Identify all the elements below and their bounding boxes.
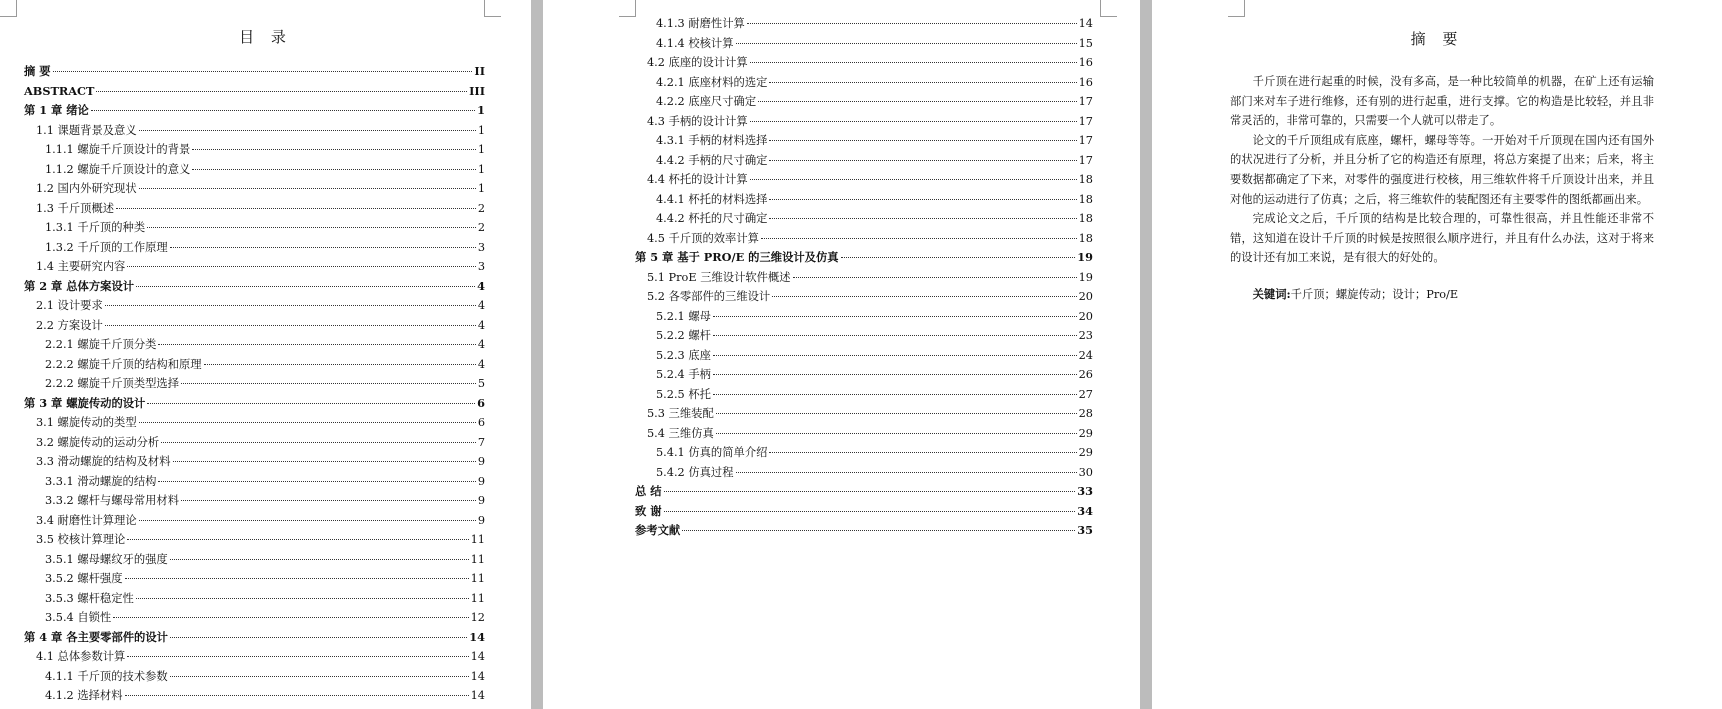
toc-leader-dots — [127, 539, 468, 540]
toc-entry-page: 1 — [477, 143, 485, 156]
toc-leader-dots — [750, 121, 1077, 122]
document-page-1 — [0, 0, 531, 709]
toc-entry-page: 6 — [477, 416, 485, 429]
toc-entry-title: 5.4 三维仿真 — [647, 426, 714, 440]
toc-entry-page: 9 — [477, 494, 485, 507]
toc-leader-dots — [713, 335, 1077, 336]
toc-entry-title: 5.4.1 仿真的简单介绍 — [656, 446, 768, 459]
abstract-paragraph: 完成论文之后，千斤顶的结构是比较合理的，可靠性很高，并且性能还非常不错，这知道在设计千斤顶的时候是按照很么顺序进行，并且有什么办法，这对于将来的设计还有加工来说，是有很大的好处的。 — [1230, 212, 1654, 265]
toc-entry-title: 致 谢 — [635, 503, 662, 518]
toc-entry[interactable] — [635, 73, 1093, 93]
toc-entry-page: 18 — [1078, 192, 1093, 206]
toc-entry-title: 1.1.1 螺旋千斤顶设计的背景 — [45, 143, 191, 156]
toc-entry-title: 5.2.4 手柄 — [656, 368, 711, 381]
toc-entry-title: 5.2.1 螺母 — [656, 309, 711, 323]
toc-entry-page: 1 — [477, 123, 485, 137]
toc-entry-title: 摘 要 — [24, 64, 51, 78]
toc-entry[interactable] — [635, 443, 1093, 463]
toc-entry-title: ABSTRACT — [24, 83, 95, 98]
toc-entry[interactable] — [24, 140, 485, 160]
toc-entry-page: 3 — [477, 240, 485, 254]
crop-mark — [1228, 0, 1245, 17]
toc-leader-dots — [192, 149, 476, 150]
toc-entry[interactable] — [24, 121, 485, 141]
toc-entry-page: 2 — [477, 221, 485, 234]
toc-leader-dots — [105, 305, 476, 306]
toc-entry-page: 14 — [470, 669, 485, 683]
toc-entry[interactable] — [635, 112, 1093, 132]
toc-entry-title: 4.4.2 手柄的尺寸确定 — [656, 153, 768, 167]
crop-mark — [619, 0, 636, 17]
toc-entry-page: 12 — [470, 611, 485, 624]
toc-entry-page: 29 — [1078, 446, 1093, 459]
toc-entry-title: 3.5 校核计算理论 — [36, 533, 126, 546]
toc-entry-page: 17 — [1078, 153, 1093, 167]
toc-title: 目 录 — [239, 28, 292, 46]
toc-leader-dots — [91, 110, 475, 111]
toc-entry-title: 3.3.1 滑动螺旋的结构 — [45, 474, 157, 488]
toc-leader-dots — [750, 179, 1077, 180]
toc-entry-page: 33 — [1077, 484, 1093, 498]
toc-leader-dots — [793, 277, 1077, 278]
toc-leader-dots — [96, 91, 467, 92]
toc-leader-dots — [116, 208, 476, 209]
toc-entry-title: 1.1 课题背景及意义 — [36, 123, 137, 137]
toc-leader-dots — [170, 247, 476, 248]
toc-leader-dots — [664, 491, 1076, 492]
abstract-paragraph: 千斤顶在进行起重的时候，没有多高，是一种比较简单的机器，在矿上还有运输部门来对车子进行维修，还有别的进行起重，进行支撑。它的构造是比较轻，并且非常灵活的，非常可靠的，只需要一个人就可以带走了。 — [1230, 75, 1654, 128]
toc-entry-page: 4 — [477, 357, 485, 371]
toc-leader-dots — [147, 403, 475, 404]
toc-entry-page: 19 — [1077, 250, 1093, 264]
toc-leader-dots — [170, 676, 469, 677]
toc-entry[interactable] — [24, 530, 485, 550]
toc-entry-title: 2.2.2 螺旋千斤顶类型选择 — [45, 377, 180, 390]
toc-entry-title: 第 5 章 基于 PRO/E 的三维设计及仿真 — [635, 250, 839, 264]
toc-leader-dots — [53, 71, 473, 72]
toc-leader-dots — [173, 461, 476, 462]
toc-entry[interactable] — [635, 307, 1093, 327]
toc-entry[interactable] — [24, 491, 485, 511]
toc-leader-dots — [769, 218, 1076, 219]
toc-entry[interactable] — [635, 424, 1093, 444]
toc-entry[interactable] — [24, 62, 485, 82]
toc-entry[interactable] — [635, 385, 1093, 405]
toc-leader-dots — [136, 286, 475, 287]
toc-entry-page: 14 — [470, 689, 485, 702]
toc-entry-title: 1.3.1 千斤顶的种类 — [45, 221, 146, 234]
toc-entry-page: 14 — [1078, 17, 1093, 30]
toc-entry-title: 4.2.1 底座材料的选定 — [656, 75, 768, 89]
toc-entry-title: 4.2 底座的设计计算 — [647, 56, 748, 69]
keywords — [1230, 286, 1670, 302]
toc-leader-dots — [750, 62, 1077, 63]
toc-entry-page: 16 — [1078, 56, 1093, 69]
toc-entry-page: 9 — [477, 474, 485, 488]
toc-entry[interactable] — [24, 608, 485, 628]
toc-entry[interactable] — [635, 53, 1093, 73]
toc-entry[interactable] — [24, 101, 485, 121]
toc-entry-title: 3.5.3 螺杆稳定性 — [45, 591, 134, 605]
crop-mark — [0, 0, 17, 17]
toc-leader-dots — [192, 169, 476, 170]
toc-entry-title: 4.1.1 千斤顶的技术参数 — [45, 669, 168, 683]
toc-entry-page: 11 — [470, 533, 485, 546]
toc-entry-page: 9 — [477, 513, 485, 527]
toc-entry-page: 26 — [1078, 368, 1093, 381]
toc-entry-title: 第 4 章 各主要零部件的设计 — [24, 629, 168, 644]
toc-entry-title: 3.1 螺旋传动的类型 — [36, 416, 137, 429]
toc-leader-dots — [736, 43, 1077, 44]
toc-entry[interactable] — [24, 277, 485, 297]
toc-entry[interactable] — [24, 199, 485, 219]
toc-entry-title: 4.1.4 校核计算 — [656, 36, 734, 50]
toc-leader-dots — [139, 422, 476, 423]
toc-leader-dots — [713, 394, 1077, 395]
toc-leader-dots — [841, 257, 1076, 258]
toc-entry[interactable] — [635, 14, 1093, 34]
toc-entry[interactable] — [24, 452, 485, 472]
toc-entry-page: 11 — [470, 591, 485, 605]
toc-entry-page: II — [474, 64, 485, 78]
toc-entry[interactable] — [635, 34, 1093, 54]
toc-entry-title: 3.5.1 螺母螺纹牙的强度 — [45, 552, 168, 566]
toc-entry[interactable] — [635, 287, 1093, 307]
toc-entry-title: 第 3 章 螺旋传动的设计 — [24, 395, 146, 410]
toc-entry-title: 5.2.3 底座 — [656, 348, 711, 362]
crop-mark — [1100, 0, 1117, 17]
toc-leader-dots — [204, 364, 476, 365]
toc-entry-page: 11 — [470, 552, 485, 566]
toc-entry-page: 35 — [1077, 523, 1093, 537]
toc-entry-title: 3.3 滑动螺旋的结构及材料 — [36, 455, 171, 468]
toc-leader-dots — [716, 413, 1077, 414]
keywords-text: 千斤顶；螺旋传动；设计；Pro/E — [1290, 288, 1459, 301]
toc-entry[interactable] — [635, 268, 1093, 288]
toc-entry-title: 4.4 杯托的设计计算 — [647, 173, 748, 186]
toc-leader-dots — [769, 140, 1076, 141]
toc-leader-dots — [769, 160, 1076, 161]
toc-entry-page: 17 — [1078, 95, 1093, 108]
toc-entry-title: 4.5 千斤顶的效率计算 — [647, 231, 759, 245]
toc-entry-page: 18 — [1078, 212, 1093, 225]
toc-entry-title: 1.1.2 螺旋千斤顶设计的意义 — [45, 162, 191, 176]
toc-entry[interactable] — [24, 218, 485, 238]
toc-entry[interactable] — [635, 190, 1093, 210]
toc-entry[interactable] — [24, 394, 485, 414]
toc-entry[interactable] — [635, 502, 1093, 522]
toc-leader-dots — [761, 238, 1077, 239]
toc-entry-title: 第 2 章 总体方案设计 — [24, 278, 135, 293]
toc-entry[interactable] — [24, 667, 485, 687]
toc-entry-page: 11 — [470, 572, 485, 585]
toc-entry[interactable] — [24, 472, 485, 492]
toc-entry[interactable] — [24, 511, 485, 531]
toc-entry-title: 3.5.2 螺杆强度 — [45, 572, 123, 585]
toc-entry-page: 16 — [1078, 75, 1093, 89]
toc-leader-dots — [158, 481, 475, 482]
toc-leader-dots — [769, 452, 1076, 453]
toc-entry[interactable] — [24, 433, 485, 453]
toc-entry-page: 20 — [1078, 309, 1093, 323]
toc-entry[interactable] — [24, 550, 485, 570]
toc-leader-dots — [136, 598, 469, 599]
toc-entry-page: 28 — [1078, 407, 1093, 420]
toc-entry[interactable] — [24, 296, 485, 316]
keywords-label: 关键词: — [1252, 287, 1291, 301]
abstract-paragraph: 论文的千斤顶组成有底座，螺杆，螺母等等。一开始对千斤顶现在国内还有国外的状况进行了分析，并且分析了它的构造还有原理，将总方案提了出来；后来，将主要数据都确定了下来，对零件的强度进行校核，用三维软件将千斤顶设计出来，并且对他的运动进行了仿真；之后，将三维软件的装配图还有主要零件的图纸都画出来。 — [1230, 133, 1654, 206]
toc-entry[interactable] — [24, 335, 485, 355]
toc-entry-page: 7 — [477, 435, 485, 449]
toc-entry-title: 5.2.5 杯托 — [656, 387, 711, 401]
toc-entry-title: 5.2.2 螺杆 — [656, 329, 711, 342]
toc-entry-page: 3 — [477, 260, 485, 273]
toc-entry-page: 4 — [477, 338, 485, 351]
toc-entry[interactable] — [24, 257, 485, 277]
toc-entry-title: 4.1.2 选择材料 — [45, 689, 123, 702]
toc-entry[interactable] — [24, 686, 485, 706]
toc-entry[interactable] — [24, 647, 485, 667]
toc-entry-page: 23 — [1078, 329, 1093, 342]
toc-entry-page: 2 — [477, 201, 485, 215]
toc-leader-dots — [113, 617, 468, 618]
toc-entry-page: III — [469, 83, 485, 98]
toc-entry-title: 3.4 耐磨性计算理论 — [36, 513, 137, 527]
toc-leader-dots — [139, 188, 476, 189]
toc-list-page-1 — [24, 62, 485, 706]
toc-entry-title: 3.5.4 自锁性 — [45, 611, 112, 624]
toc-entry-page: 6 — [477, 395, 485, 410]
toc-entry[interactable] — [635, 365, 1093, 385]
toc-entry[interactable] — [635, 131, 1093, 151]
toc-leader-dots — [161, 442, 476, 443]
toc-entry-page: 18 — [1078, 231, 1093, 245]
toc-entry[interactable] — [24, 374, 485, 394]
toc-leader-dots — [769, 199, 1076, 200]
toc-entry[interactable] — [635, 170, 1093, 190]
toc-list-page-2 — [635, 14, 1093, 541]
toc-leader-dots — [170, 637, 467, 638]
toc-entry-title: 1.2 国内外研究现状 — [36, 182, 137, 195]
toc-entry-page: 1 — [477, 103, 485, 117]
toc-entry[interactable] — [24, 589, 485, 609]
toc-entry-title: 4.3.1 手柄的材料选择 — [656, 134, 768, 147]
toc-entry[interactable] — [635, 326, 1093, 346]
toc-leader-dots — [181, 383, 476, 384]
toc-leader-dots — [747, 23, 1077, 24]
toc-entry-title: 1.3 千斤顶概述 — [36, 201, 115, 215]
toc-entry-title: 5.3 三维装配 — [647, 407, 714, 420]
toc-leader-dots — [682, 530, 1075, 531]
toc-leader-dots — [664, 511, 1076, 512]
toc-entry-title: 4.3 手柄的设计计算 — [647, 114, 748, 128]
toc-leader-dots — [105, 325, 476, 326]
toc-leader-dots — [713, 374, 1077, 375]
toc-entry-page: 19 — [1078, 270, 1093, 284]
toc-entry[interactable] — [635, 404, 1093, 424]
toc-entry[interactable] — [24, 413, 485, 433]
toc-entry[interactable] — [635, 521, 1093, 541]
toc-entry-title: 3.2 螺旋传动的运动分析 — [36, 435, 160, 449]
toc-entry-title: 4.4.1 杯托的材料选择 — [656, 192, 768, 206]
toc-entry-page: 18 — [1078, 173, 1093, 186]
toc-entry[interactable] — [635, 209, 1093, 229]
toc-entry-page: 14 — [469, 629, 485, 644]
toc-entry-page: 34 — [1077, 503, 1093, 518]
toc-entry-title: 4.1 总体参数计算 — [36, 650, 126, 663]
crop-mark — [484, 0, 501, 17]
toc-entry-title: 4.1.3 耐磨性计算 — [656, 17, 745, 30]
toc-entry-title: 总 结 — [635, 484, 662, 498]
toc-entry-page: 17 — [1078, 114, 1093, 128]
toc-leader-dots — [713, 316, 1077, 317]
toc-leader-dots — [125, 695, 469, 696]
toc-entry-title: 3.3.2 螺杆与螺母常用材料 — [45, 494, 180, 507]
toc-entry[interactable] — [635, 92, 1093, 112]
toc-entry-page: 20 — [1078, 290, 1093, 303]
toc-entry[interactable] — [635, 346, 1093, 366]
toc-leader-dots — [125, 578, 469, 579]
toc-entry[interactable] — [635, 229, 1093, 249]
toc-leader-dots — [139, 130, 476, 131]
toc-leader-dots — [758, 101, 1077, 102]
toc-entry-page: 4 — [477, 318, 485, 332]
abstract-title: 摘 要 — [1410, 30, 1464, 48]
toc-entry-title: 1.3.2 千斤顶的工作原理 — [45, 240, 168, 254]
toc-entry[interactable] — [24, 82, 485, 102]
toc-entry[interactable] — [635, 248, 1093, 268]
toc-entry-page: 14 — [470, 650, 485, 663]
toc-entry-title: 5.2 各零部件的三维设计 — [647, 290, 771, 303]
toc-entry-page: 1 — [477, 162, 485, 176]
toc-entry[interactable] — [635, 463, 1093, 483]
toc-entry-page: 27 — [1078, 387, 1093, 401]
toc-entry[interactable] — [635, 151, 1093, 171]
toc-entry[interactable] — [24, 569, 485, 589]
toc-entry-title: 参考文献 — [635, 523, 681, 537]
toc-leader-dots — [736, 472, 1077, 473]
toc-leader-dots — [769, 82, 1076, 83]
toc-leader-dots — [772, 296, 1076, 297]
toc-entry-page: 24 — [1078, 348, 1093, 362]
toc-entry-title: 2.2.1 螺旋千斤顶分类 — [45, 338, 157, 351]
toc-entry-page: 30 — [1078, 465, 1093, 479]
abstract-body — [1230, 72, 1654, 268]
toc-entry-title: 5.4.2 仿真过程 — [656, 465, 734, 479]
toc-entry[interactable] — [635, 482, 1093, 502]
toc-entry[interactable] — [24, 628, 485, 648]
toc-entry-page: 15 — [1078, 36, 1093, 50]
toc-entry-title: 5.1 ProE 三维设计软件概述 — [647, 270, 791, 284]
toc-leader-dots — [716, 433, 1077, 434]
toc-entry-title: 2.1 设计要求 — [36, 299, 103, 312]
toc-leader-dots — [127, 266, 475, 267]
toc-entry[interactable] — [24, 316, 485, 336]
toc-leader-dots — [147, 227, 476, 228]
toc-entry[interactable] — [24, 238, 485, 258]
toc-leader-dots — [127, 656, 468, 657]
toc-entry-page: 4 — [477, 278, 485, 293]
toc-entry-title: 第 1 章 绪论 — [24, 103, 89, 117]
toc-entry-title: 4.4.2 杯托的尺寸确定 — [656, 212, 768, 225]
toc-entry-page: 29 — [1078, 426, 1093, 440]
toc-entry[interactable] — [24, 355, 485, 375]
toc-leader-dots — [170, 559, 469, 560]
toc-entry-page: 9 — [477, 455, 485, 468]
toc-leader-dots — [181, 500, 476, 501]
toc-entry[interactable] — [24, 160, 485, 180]
toc-leader-dots — [139, 520, 476, 521]
document-page-3 — [1152, 0, 1722, 709]
toc-leader-dots — [158, 344, 475, 345]
toc-leader-dots — [713, 355, 1077, 356]
toc-entry-page: 4 — [477, 299, 485, 312]
toc-entry-title: 2.2.2 螺旋千斤顶的结构和原理 — [45, 357, 202, 371]
toc-entry-page: 5 — [477, 377, 485, 390]
toc-entry-page: 17 — [1078, 134, 1093, 147]
toc-entry-title: 2.2 方案设计 — [36, 318, 103, 332]
toc-entry-title: 4.2.2 底座尺寸确定 — [656, 95, 757, 108]
toc-entry-title: 1.4 主要研究内容 — [36, 260, 126, 273]
toc-entry[interactable] — [24, 179, 485, 199]
toc-entry-page: 1 — [477, 182, 485, 195]
